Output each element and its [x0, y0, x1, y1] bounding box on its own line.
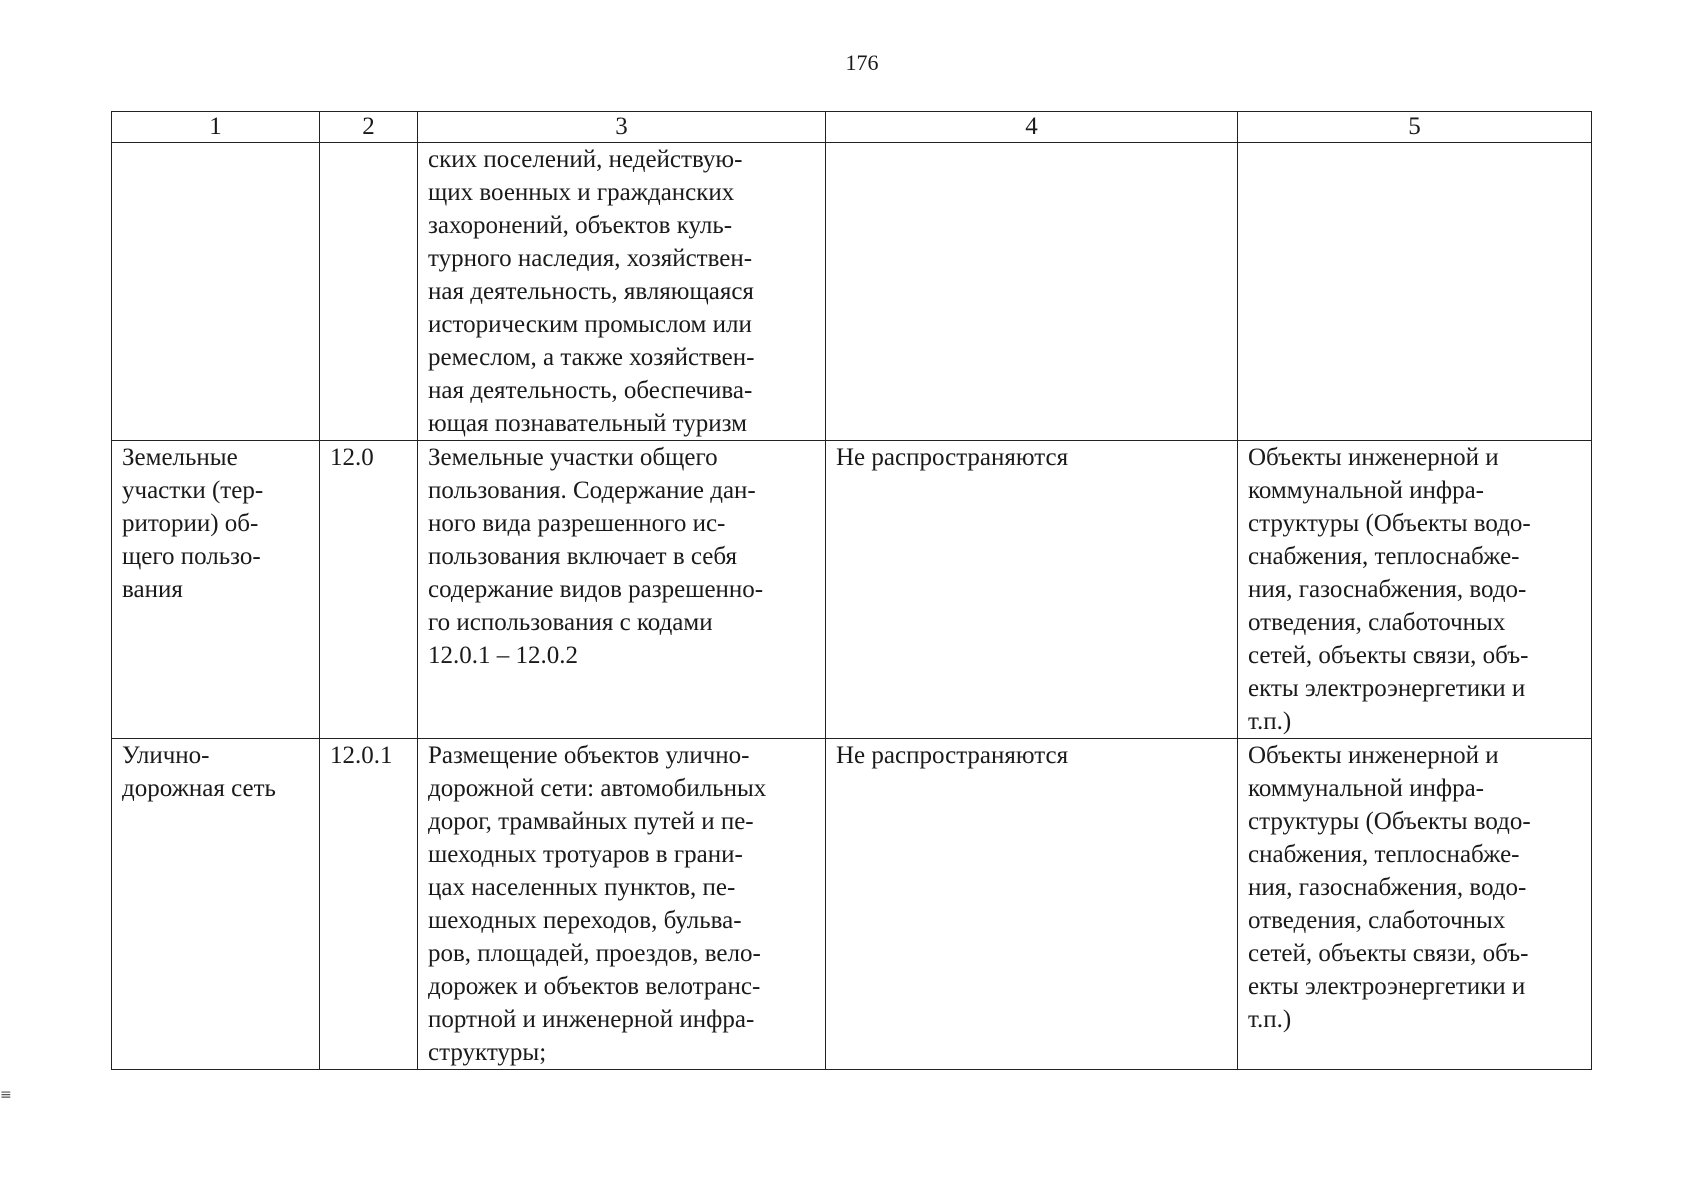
use-description-cell: Размещение объектов улично- дорожной сети: автомобильных дорог, трамвайных путей и пе- шеходных тротуаров в грани- цах населенных пунктов, пе- шеходных переходов, бульва- ров, площадей, проездов, вело- дорожек и объектов велотранс- портной и инженерной инфра- структуры;	[418, 739, 826, 1070]
scan-edge-mark: ≡	[0, 1087, 12, 1103]
objects-cell	[1238, 143, 1592, 441]
use-name-cell: Земельные участки (тер- ритории) об- щего пользо- вания	[112, 441, 320, 739]
column-header: 5	[1238, 112, 1592, 143]
table-row	[112, 441, 1592, 739]
column-header: 4	[826, 112, 1238, 143]
use-description-cell: ских поселений, недействую- щих военных и гражданских захоронений, объектов куль- турного наследия, хозяйствен- ная деятельность, являющаяся историческим промыслом или ремеслом, а также хозяйствен- ная деятельность, обеспечива- ющая познавательный туризм	[418, 143, 826, 441]
use-name-cell: Улично- дорожная сеть	[112, 739, 320, 1070]
table-row	[112, 143, 1592, 441]
use-name-cell	[112, 143, 320, 441]
column-header: 2	[320, 112, 418, 143]
column-header: 3	[418, 112, 826, 143]
objects-cell: Объекты инженерной и коммунальной инфра- структуры (Объекты водо- снабжения, теплоснабже- ния, газоснабжения, водо- отведения, слаботочных сетей, объекты связи, объ- екты электроэнергетики и т.п.)	[1238, 441, 1592, 739]
page-number: 176	[845, 50, 879, 75]
use-description-cell: Земельные участки общего пользования. Содержание дан- ного вида разрешенного ис- пользования включает в себя содержание видов разрешенно- го использования с кодами 12.0.1 – 12.0.2	[418, 441, 826, 739]
restrictions-cell: Не распространяются	[826, 441, 1238, 739]
use-code-cell: 12.0	[320, 441, 418, 739]
land-use-table	[111, 111, 1592, 1070]
use-code-cell	[320, 143, 418, 441]
table-header-row	[112, 112, 1592, 143]
objects-cell: Объекты инженерной и коммунальной инфра- структуры (Объекты водо- снабжения, теплоснабже- ния, газоснабжения, водо- отведения, слаботочных сетей, объекты связи, объ- екты электроэнергетики и т.п.)	[1238, 739, 1592, 1070]
table-row	[112, 739, 1592, 1070]
use-code-cell: 12.0.1	[320, 739, 418, 1070]
column-header: 1	[112, 112, 320, 143]
restrictions-cell	[826, 143, 1238, 441]
restrictions-cell: Не распространяются	[826, 739, 1238, 1070]
